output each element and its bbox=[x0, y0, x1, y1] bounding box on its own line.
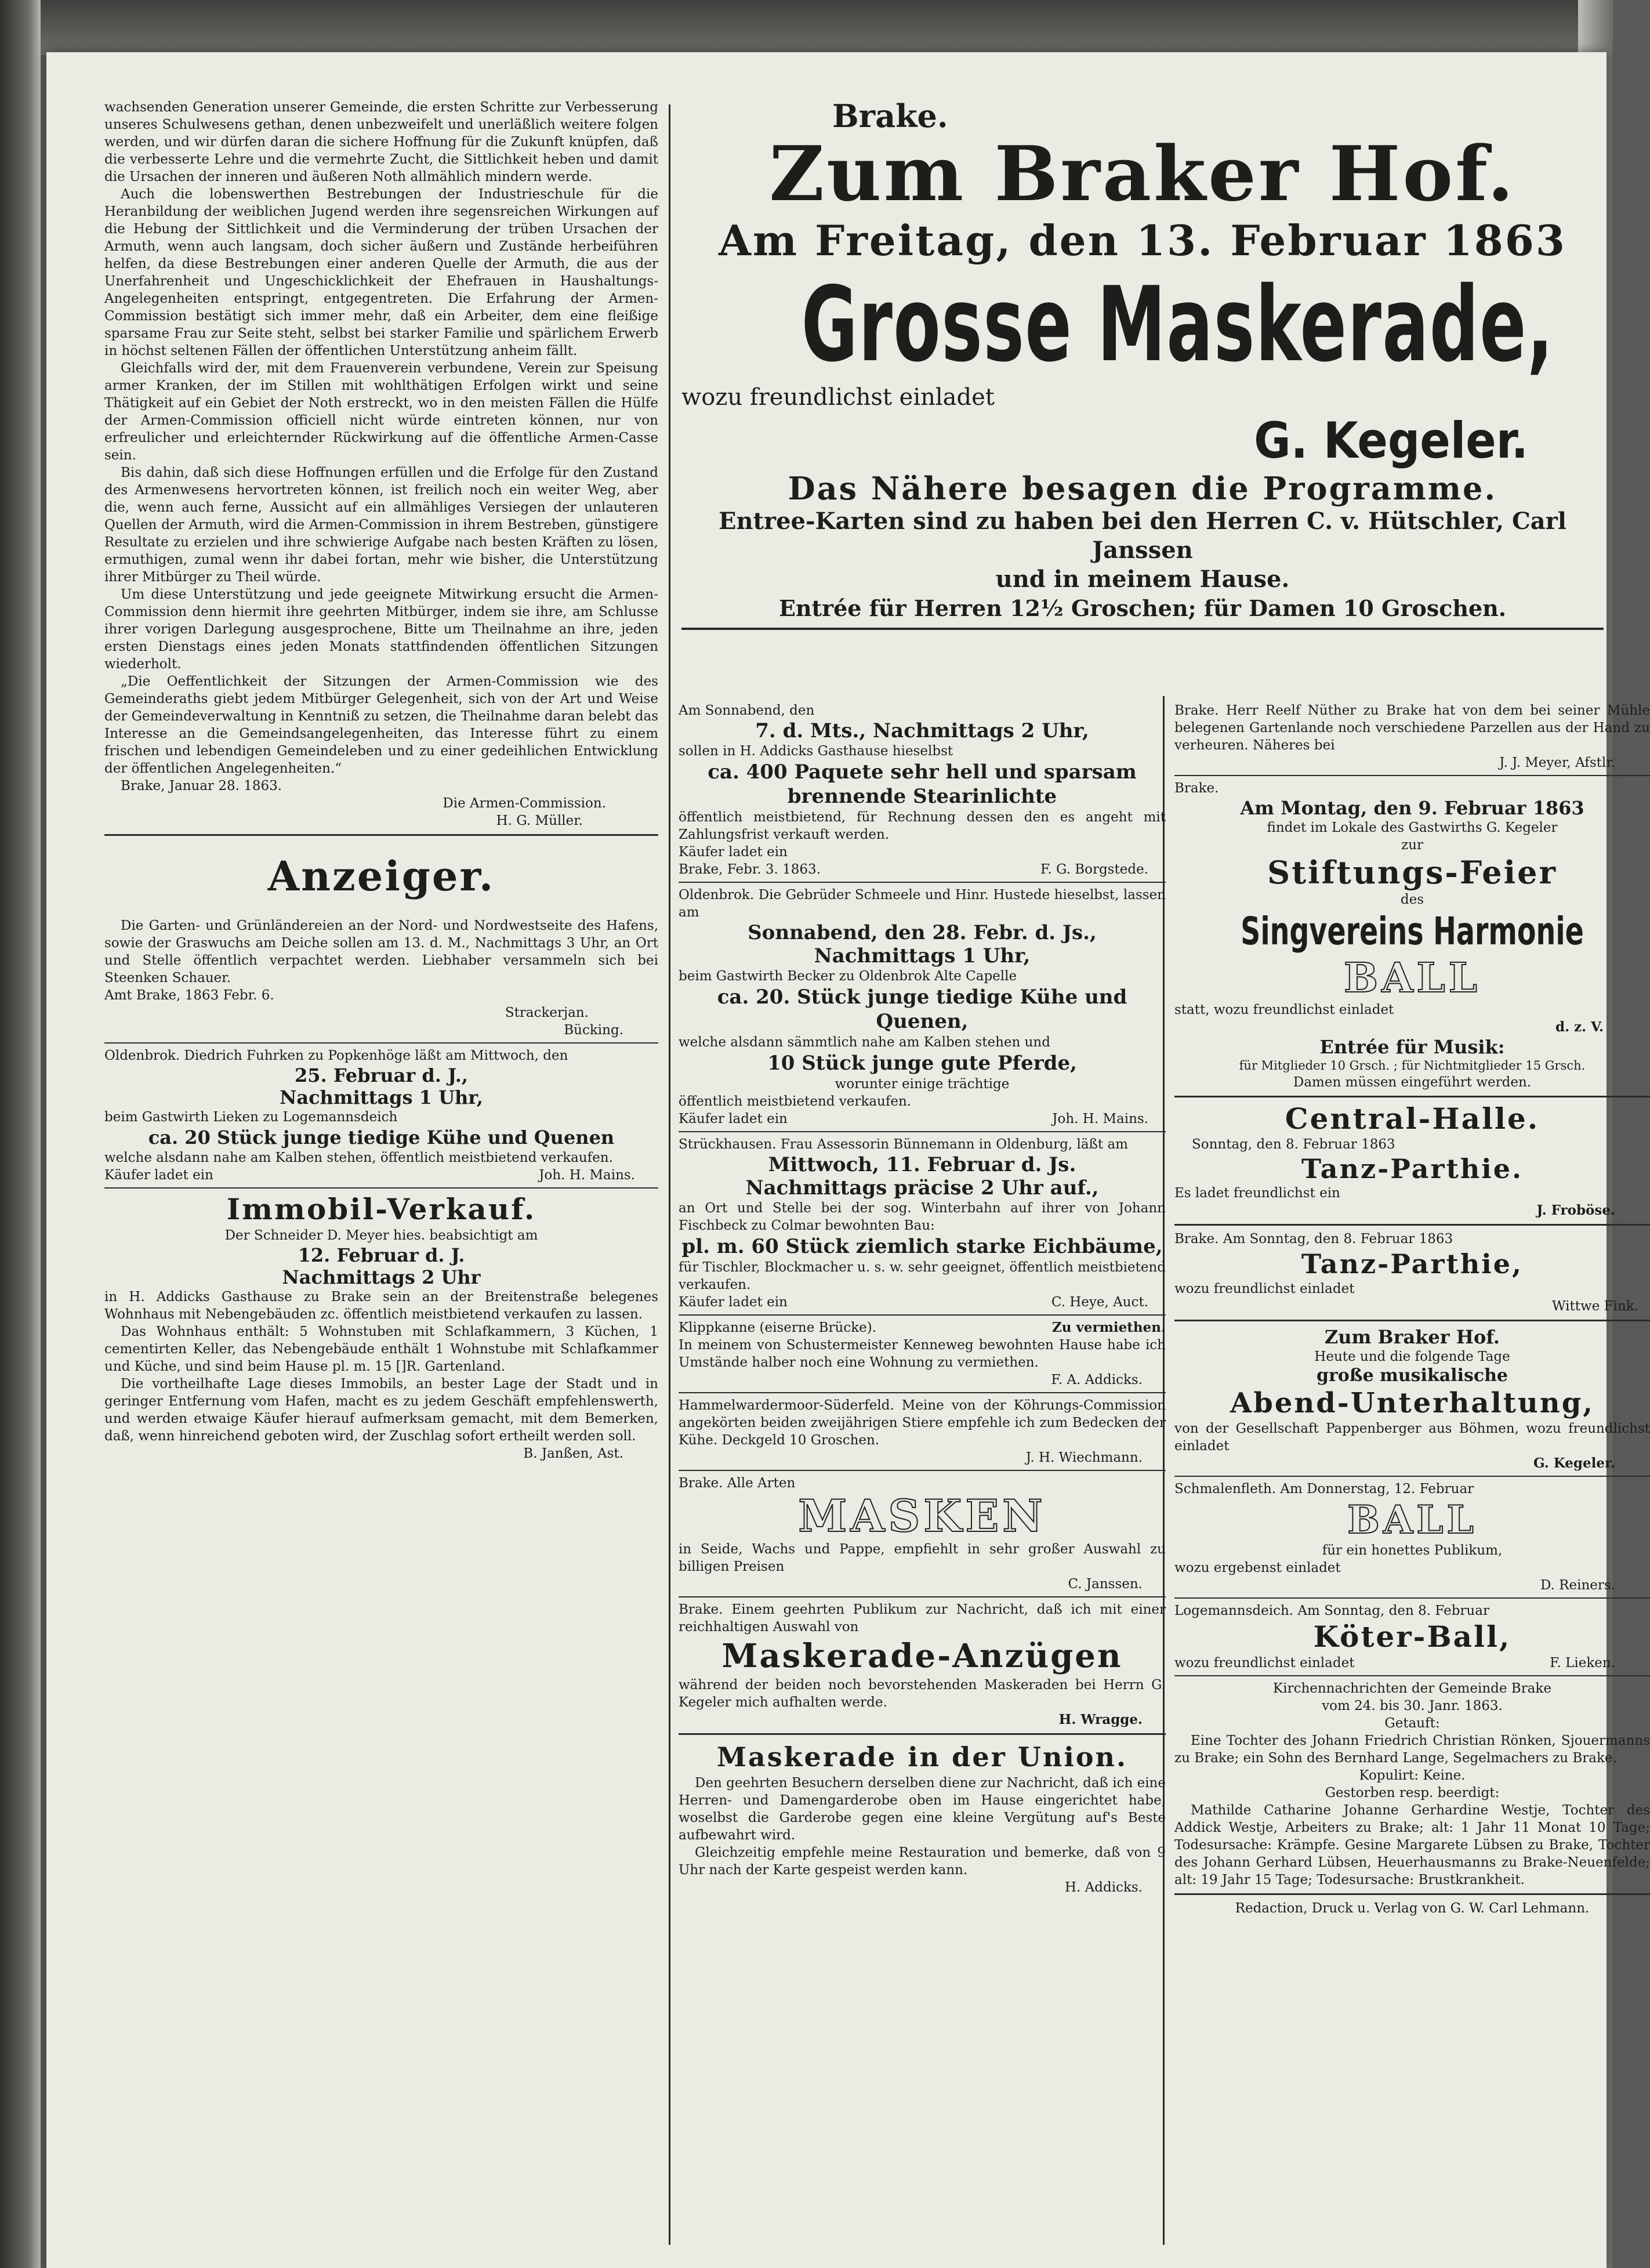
ad-title: Tanz-Parthie, bbox=[1301, 1248, 1524, 1280]
ad-text: Das Wohnhaus enthält: 5 Wohnstuben mit Schlafkammern, 3 Küchen, 1 cementirten Keller, das Nebengebäude enthält 1 Wohnstube mit Schlafkammer und Küche, und sind beim Hause pl. m. 15 []R. Gartenland. bbox=[104, 1324, 658, 1374]
ad-text: öffentlich meistbietend verkaufen. bbox=[679, 1094, 912, 1109]
ad-text: des bbox=[1400, 892, 1424, 907]
ad-text: in H. Addicks Gasthause zu Brake sein an der Breitenstraße belegenes Wohnhaus mit Nebengebäuden zc. öffentlich meistbietend verkaufen zu lassen. bbox=[104, 1289, 658, 1322]
ad-text: Käufer ladet ein bbox=[679, 845, 788, 860]
ad-text: Brake. Herr Reelf Nüther zu Brake hat von dem bei seiner Mühle belegenen Gartenlande noch verschiedene Parzellen aus der Hand zu verheuren. Näheres bei bbox=[1174, 703, 1650, 753]
ad-text: Den geehrten Besuchern derselben diene zur Nachricht, daß ich eine Herren- und Damengarderobe oben im Hause eingerichtet habe, woselbst die Garderobe gegen eine kleine Vergütung auf's Beste aufbewahrt wird. bbox=[679, 1776, 1166, 1843]
ad-text: Die vortheilhafte Lage dieses Immobils, an bester Lage der Stadt und in geringer Entfernung vom Hafen, macht es zu jedem Geschäft empfehlenswerth, und werden etwaige Käufer hierauf aufmerksam gemacht, mit dem Bemerken, daß, wenn hinreichend geboten wird, der Zuschlag sofort ertheilt werden soll. bbox=[104, 1376, 658, 1444]
ad-signature: d. z. V. bbox=[1555, 1019, 1604, 1035]
column-middle bbox=[679, 702, 1166, 2251]
ad-text: zur bbox=[1401, 838, 1423, 853]
ad-signature: J. H. Wiechmann. bbox=[1025, 1450, 1143, 1465]
ad-signature: Wittwe Fink. bbox=[1551, 1299, 1638, 1314]
ad-text: Gleichzeitig empfehle meine Restauration und bemerke, daß von 9 Uhr nach der Karte gespeist werden kann. bbox=[679, 1845, 1166, 1878]
ad-title: Maskerade in der Union. bbox=[716, 1741, 1128, 1773]
ad-title: Central-Halle. bbox=[1285, 1102, 1540, 1136]
article-paragraph: Auch die lobenswerthen Bestrebungen der Industrieschule für die Heranbildung der weiblichen Jugend werden ihre segensreichen Wirkungen auf die Hebung der Sittlichkeit und die Verminderung der trüben Ursachen der Armuth, wenn auch langsam, doch sicher äußern und Zustände herbeiführen helfen, da diese Bestrebungen einer anderen Quelle der Armuth, die aus der Unerfahrenheit und Ungeschicklichkeit der Ehefrauen in Haushaltungs-Angelegenheiten entspringt, entgegentreten. Die Erfahrung der Armen-Commission bestätigt sich immer mehr, daß ein Arbeiter, dem eine fleißige sparsame Frau zur Seite steht, selbst bei starker Familie und spärlichem Erwerb in höchst seltenen Fällen der öffentlichen Unterstützung anheim fällt. bbox=[104, 187, 658, 358]
ad-text: Am Sonnabend, den bbox=[679, 703, 815, 718]
ad-text: In meinem von Schustermeister Kenneweg bewohnten Hause habe ich Umstände halber noch eine Wohnung zu vermiethen. bbox=[679, 1338, 1166, 1370]
ad-date: Brake, Febr. 3. 1863. bbox=[679, 862, 821, 877]
ad-goods: ca. 20 Stück junge tiedige Kühe und Quenen bbox=[148, 1126, 615, 1149]
ad-text: beim Gastwirth Lieken zu Logemannsdeich bbox=[104, 1110, 398, 1125]
ad-text: für Mitglieder 10 Grsch. ; für Nichtmitglieder 15 Grsch. bbox=[1239, 1059, 1586, 1073]
divider bbox=[104, 1187, 658, 1189]
ad-signature: H. Addicks. bbox=[1064, 1880, 1143, 1895]
banner-host: G. Kegeler. bbox=[1254, 412, 1528, 470]
ad-goods: 10 Stück junge gute Pferde, bbox=[767, 1052, 1077, 1075]
divider bbox=[679, 1596, 1166, 1597]
banner-event: Grosse Maskerade, bbox=[801, 265, 1554, 385]
ad-text: Strückhausen. Frau Assessorin Bünnemann in Oldenburg, läßt am bbox=[679, 1137, 1128, 1152]
ad-text: Es ladet freundlichst ein bbox=[1174, 1186, 1340, 1201]
church-text: Eine Tochter des Johann Friedrich Christian Rönken, Sjouermanns zu Brake; ein Sohn des Bernhard Lange, Segelmachers zu Brake. bbox=[1174, 1733, 1650, 1766]
ad-text: wozu freundlichst einladet bbox=[1174, 1281, 1355, 1296]
ad-signature: J. J. Meyer, Afstlr. bbox=[1499, 755, 1615, 770]
ad-date: Sonnabend, den 28. Febr. d. Js., bbox=[748, 921, 1097, 944]
divider bbox=[1174, 775, 1650, 776]
article-date: Brake, Januar 28. 1863. bbox=[121, 778, 282, 794]
divider bbox=[681, 628, 1604, 630]
ad-signature: C. Janssen. bbox=[1068, 1577, 1143, 1592]
ad-text: Käufer ladet ein bbox=[679, 1111, 788, 1126]
imprint: Redaction, Druck u. Verlag von G. W. Carl Lehmann. bbox=[1235, 1901, 1590, 1916]
banner-ad bbox=[681, 99, 1604, 635]
ad-venue: Zum Braker Hof. bbox=[1324, 1326, 1500, 1348]
ad-date: Brake. Am Sonntag, den 8. Februar 1863 bbox=[1174, 1231, 1453, 1247]
ad-signature: Joh. H. Mains. bbox=[539, 1168, 635, 1183]
divider bbox=[679, 1392, 1166, 1393]
ad-text: Der Schneider D. Meyer hies. beabsichtigt am bbox=[224, 1228, 538, 1243]
ad-signature: Bücking. bbox=[564, 1023, 623, 1038]
article-paragraph: Bis dahin, daß sich diese Hoffnungen erfüllen und die Erfolge für den Zustand des Armenwesens hervortreten können, ist freilich noch ein weiter Weg, aber die, wenn auch ferne, Aussicht auf ein allmähliges Versiegen der unlauteren Quellen der Armuth, wird die Armen-Commission in ihrem Bestreben, günstigere Resultate zu erzielen und ihre schwierige Aufgabe nach besten Kräften zu lösen, ermuthigen, zumal wenn ihr dabei fortan, mehr wie bisher, die Unterstützung ihrer Mitbürger zu Theil würde. bbox=[104, 465, 658, 585]
ad-signature: Strackerjan. bbox=[505, 1005, 589, 1020]
article-paragraph: Gleichfalls wird der, mit dem Frauenverein verbundene, Verein zur Speisung armer Kranken, der im Stillen mit wohlthätigen Erfolgen wirkt und seine Thätigkeit auf ein Gebiet der Noth erstreckt, wo in den meisten Fällen die Hülfe der Armen-Commission officiell nicht würde eintreten können, nur von erfreulicher und erleichternder Rückwirkung auf die öffentliche Armen-Casse sein. bbox=[104, 361, 658, 463]
ad-text: für Tischler, Blockmacher u. s. w. sehr geeignet, öffentlich meistbietend verkaufen. bbox=[679, 1260, 1166, 1292]
banner-invite: wozu freundlichst einladet bbox=[681, 384, 995, 411]
ad-time: Nachmittags 1 Uhr, bbox=[814, 944, 1031, 968]
divider bbox=[1174, 1224, 1650, 1226]
ad-title: Singvereins Harmonie bbox=[1241, 909, 1584, 954]
ad-text: Brake. Einem geehrten Publikum zur Nachricht, daß ich mit einer reichhaltigen Auswahl von bbox=[679, 1602, 1166, 1635]
ad-text: welche alsdann sämmtlich nahe am Kalben stehen und bbox=[679, 1035, 1050, 1050]
ad-signature: G. Kegeler. bbox=[1533, 1455, 1615, 1471]
ad-subtitle: Entrée für Musik: bbox=[1319, 1036, 1505, 1058]
ad-text: Damen müssen eingeführt werden. bbox=[1293, 1075, 1532, 1090]
column-left bbox=[104, 99, 658, 2251]
ad-title: Tanz-Parthie. bbox=[1301, 1153, 1524, 1184]
ad-text: wozu freundlichst einladet bbox=[1174, 1655, 1355, 1671]
church-text: Mathilde Catharine Johanne Gerhardine Westje, Tochter des Addick Westje, Arbeiters zu Brake; alt: 1 Jahr 11 Monat 10 Tage; Todesursache: Krämpfe. Gesine Margarete Lübsen zu Brake, Tochter des Johann Gerhard Lübsen, Heuerhausmanns zu Brake-Neuenfelde; alt: 19 Jahr 15 Tage; Todesursache: Brustkrankheit. bbox=[1174, 1803, 1650, 1887]
ad-place: Klippkanne (eiserne Brücke). bbox=[679, 1320, 877, 1335]
ad-text: während der beiden noch bevorstehenden Maskeraden bei Herrn G. Kegeler mich aufhalten werde. bbox=[679, 1678, 1166, 1710]
church-title: Kirchennachrichten der Gemeinde Brake bbox=[1273, 1681, 1551, 1696]
ad-text: Hammelwardermoor-Süderfeld. Meine von der Köhrungs-Commission angekörten beiden zweijährigen Stiere empfehle ich zum Bedecken der Kühe. Deckgeld 10 Groschen. bbox=[679, 1398, 1166, 1448]
ad-date: 25. Februar d. J., bbox=[295, 1064, 468, 1086]
church-heading: Kopulirt: Keine. bbox=[1359, 1768, 1466, 1783]
ad-text: an Ort und Stelle bei der sog. Winterbahn auf ihrer von Johann Fischbeck zu Colmar bewohnten Bau: bbox=[679, 1201, 1166, 1233]
ad-signature: F. G. Borgstede. bbox=[1040, 862, 1148, 877]
ad-signature: C. Heye, Auct. bbox=[1051, 1295, 1148, 1310]
book-spine bbox=[0, 0, 41, 2268]
ad-text: beim Gastwirth Becker zu Oldenbrok Alte Capelle bbox=[679, 969, 1017, 984]
ad-text: öffentlich meistbietend, für Rechnung dessen den es angeht mit Zahlungsfrist verkauft werden. bbox=[679, 810, 1166, 842]
ad-text: statt, wozu freundlichst einladet bbox=[1174, 1002, 1394, 1017]
ad-text: sollen in H. Addicks Gasthause hieselbst bbox=[679, 744, 953, 759]
ad-signature: J. Froböse. bbox=[1536, 1202, 1615, 1218]
column-rule-left bbox=[669, 104, 670, 2245]
divider bbox=[1174, 1476, 1650, 1477]
ad-time: Nachmittags 1 Uhr, bbox=[280, 1086, 483, 1108]
ad-text: Oldenbrok. Die Gebrüder Schmeele und Hinr. Hustede hieselbst, lassen am bbox=[679, 887, 1166, 920]
newspaper-page bbox=[46, 52, 1650, 2268]
article-paragraph: „Die Oeffentlichkeit der Sitzungen der Armen-Commission wie des Gemeinderaths giebt jedem Mitbürger Gelegenheit, sich von der Art und Weise der Gemeindeverwaltung in Kenntniß zu setzen, die Theilnahme daran belebt das Interesse an die Gemeindsangelegenheiten, das Interesse führt zu einem frischen und lebendigen Gemeindeleben und zu einer gedeihlichen Entwicklung der öffentlichen Angelegenheiten.“ bbox=[104, 674, 658, 776]
scan-top-edge bbox=[0, 0, 1613, 55]
article-signature: Die Armen-Commission. bbox=[443, 796, 606, 811]
ad-date: 12. Februar d. J. bbox=[298, 1244, 465, 1266]
divider bbox=[1174, 1597, 1650, 1599]
ad-title: Maskerade-Anzügen bbox=[721, 1637, 1123, 1675]
ad-title: Immobil-Verkauf. bbox=[226, 1192, 536, 1226]
ad-text: Käufer ladet ein bbox=[679, 1295, 788, 1310]
banner-place: Brake. bbox=[832, 97, 948, 135]
divider bbox=[1174, 1893, 1650, 1895]
banner-line: Entree-Karten sind zu haben bei den Herren C. v. Hütschler, Carl Janssen bbox=[718, 508, 1566, 564]
ad-signature: B. Janßen, Ast. bbox=[523, 1446, 623, 1461]
ad-goods: ca. 400 Paquete sehr hell und sparsam brennende Stearinlichte bbox=[708, 760, 1137, 808]
divider bbox=[679, 1131, 1166, 1132]
ad-text: wozu ergebenst einladet bbox=[1174, 1560, 1341, 1575]
ad-title: MASKEN bbox=[798, 1490, 1046, 1542]
ad-text: welche alsdann nahe am Kalben stehen, öffentlich meistbietend verkaufen. bbox=[104, 1150, 613, 1165]
ad-title: Stiftungs-Feier bbox=[1267, 854, 1557, 891]
ad-date: 7. d. Mts., Nachmittags 2 Uhr, bbox=[755, 719, 1089, 742]
divider bbox=[104, 834, 658, 836]
divider bbox=[679, 1314, 1166, 1316]
ad-date: Sonntag, den 8. Februar 1863 bbox=[1192, 1137, 1395, 1152]
ad-text: findet im Lokale des Gastwirths G. Kegeler bbox=[1267, 820, 1558, 835]
ad-time: Nachmittags 2 Uhr bbox=[282, 1266, 481, 1288]
ad-time: Nachmittags präcise 2 Uhr auf., bbox=[745, 1176, 1099, 1200]
church-heading: Getauft: bbox=[1384, 1716, 1440, 1731]
banner-line: Das Nähere besagen die Programme. bbox=[788, 470, 1497, 507]
ad-subtitle: große musikalische bbox=[1316, 1365, 1508, 1386]
ad-place: Brake. bbox=[1174, 781, 1219, 796]
ad-signature: F. Lieken. bbox=[1550, 1655, 1615, 1671]
ad-title: Köter-Ball, bbox=[1313, 1620, 1511, 1654]
divider bbox=[1174, 1675, 1650, 1676]
divider bbox=[1174, 1320, 1650, 1321]
section-title: Anzeiger. bbox=[267, 852, 495, 900]
divider bbox=[104, 1042, 658, 1044]
banner-date: Am Freitag, den 13. Februar 1863 bbox=[719, 216, 1566, 265]
article-signature: H. G. Müller. bbox=[496, 813, 583, 828]
ad-title: Abend-Unterhaltung, bbox=[1230, 1387, 1594, 1419]
ad-date: Amt Brake, 1863 Febr. 6. bbox=[104, 988, 274, 1003]
divider bbox=[679, 1470, 1166, 1471]
ad-goods: ca. 20. Stück junge tiedige Kühe und Quenen, bbox=[717, 986, 1127, 1033]
banner-line: Entrée für Herren 12½ Groschen; für Damen 10 Groschen. bbox=[778, 595, 1507, 621]
ad-text: Oldenbrok. Diedrich Fuhrken zu Popkenhöge läßt am Mittwoch, den bbox=[104, 1048, 568, 1063]
banner-venue: Zum Braker Hof. bbox=[769, 129, 1516, 218]
ad-text: von der Gesellschaft Pappenberger aus Böhmen, wozu freundlichst einladet bbox=[1174, 1421, 1650, 1454]
article-paragraph: wachsenden Generation unserer Gemeinde, die ersten Schritte zur Verbesserung unseres Schulwesens gethan, denen unbezweifelt und unerläßlich weitere folgen werden, und wir dürfen daran die sichere Hoffnung für die Zukunft knüpfen, daß die verbesserte Lehre und die vermehrte Zucht, die Sittlichkeit heben und damit die Ursachen der inneren und äußeren Noth allmählich mindern werde. bbox=[104, 100, 658, 184]
ad-title: Zu vermiethen. bbox=[1051, 1320, 1166, 1335]
ad-text: Käufer ladet ein bbox=[104, 1168, 213, 1183]
ad-text: für ein honettes Publikum, bbox=[1322, 1543, 1503, 1558]
ad-signature: H. Wragge. bbox=[1058, 1712, 1143, 1727]
ad-date: Schmalenfleth. Am Donnerstag, 12. Februar bbox=[1174, 1481, 1474, 1497]
ad-text: Die Garten- und Grünländereien an der Nord- und Nordwestseite des Hafens, sowie der Graswuchs am Deiche sollen am 13. d. M., Nachmittags 3 Uhr, an Ort und Stelle öffentlich verpachtet werden. Liebhaber versammeln sich bei Steenken Schauer. bbox=[104, 918, 658, 986]
ad-text: in Seide, Wachs und Pappe, empfiehlt in sehr großer Auswahl zu billigen Preisen bbox=[679, 1542, 1166, 1574]
ad-date: Mittwoch, 11. Februar d. Js. bbox=[768, 1153, 1076, 1176]
ad-title: BALL bbox=[1344, 954, 1481, 1002]
church-heading: Gestorben resp. beerdigt: bbox=[1325, 1785, 1500, 1800]
ad-goods: pl. m. 60 Stück ziemlich starke Eichbäume, bbox=[681, 1235, 1163, 1258]
banner-line: und in meinem Hause. bbox=[995, 566, 1290, 593]
ad-signature: D. Reiners. bbox=[1540, 1578, 1615, 1593]
ad-signature: F. A. Addicks. bbox=[1051, 1372, 1143, 1387]
column-right bbox=[1174, 702, 1650, 2251]
ad-title: BALL bbox=[1347, 1497, 1477, 1542]
divider bbox=[1174, 1096, 1650, 1097]
ad-text: Brake. Alle Arten bbox=[679, 1476, 796, 1491]
divider bbox=[679, 882, 1166, 883]
article-paragraph: Um diese Unterstützung und jede geeignete Mitwirkung ersucht die Armen-Commission denn hiermit ihre geehrten Mitbürger, indem sie ihre, am Schlusse ihrer vorigen Darlegung ausgesprochene, Bitte um Theilnahme an ihre, jeden ersten Dienstags eines jeden Monats stattfindenden öffentlichen Sitzungen wiederholt. bbox=[104, 587, 658, 672]
divider bbox=[679, 1733, 1166, 1735]
ad-signature: Joh. H. Mains. bbox=[1052, 1111, 1148, 1126]
ad-date: Logemannsdeich. Am Sonntag, den 8. Februar bbox=[1174, 1603, 1489, 1618]
ad-text: Heute und die folgende Tage bbox=[1314, 1349, 1510, 1364]
church-range: vom 24. bis 30. Janr. 1863. bbox=[1322, 1698, 1503, 1713]
ad-text: worunter einige trächtige bbox=[835, 1077, 1010, 1092]
ad-date: Am Montag, den 9. Februar 1863 bbox=[1240, 797, 1584, 819]
